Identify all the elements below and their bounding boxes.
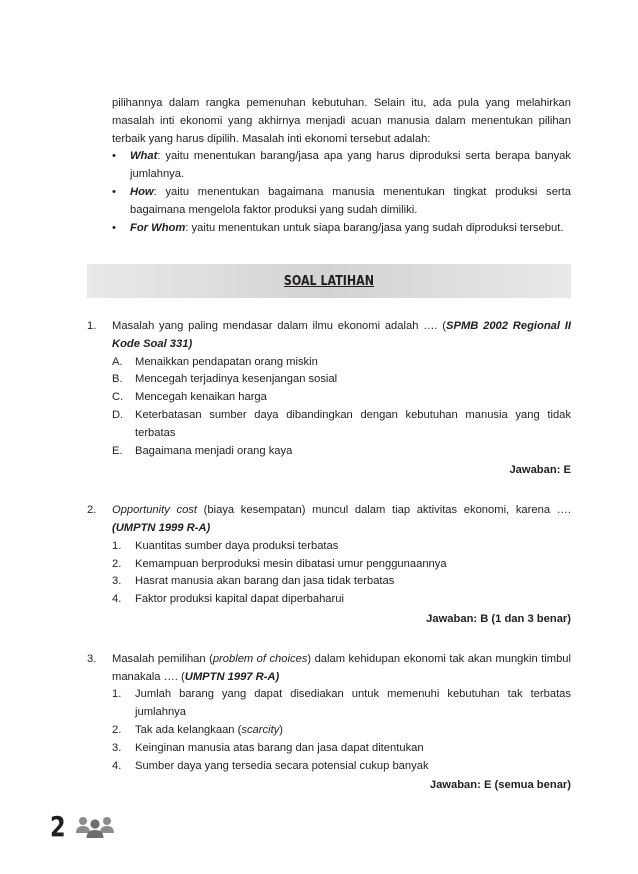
question-source: SPMB 2002 Regional II Kode Soal 331)	[112, 320, 572, 350]
option-item: 1. Jumlah barang yang dapat disediakan untuk memenuhi kebutuhan tak terbatas jumlahnya	[112, 688, 571, 719]
page-footer	[50, 810, 116, 843]
option-item: 2. Tak ada kelangkaan (scarcity)	[112, 723, 284, 736]
answer-key: Jawaban: E (semua benar)	[429, 779, 571, 792]
question-stem: Masalah pemilihan (problem of choices) dalam kehidupan ekonomi tak akan mungkin timbul manakala …. (UMPTN 1997 R-A)	[112, 652, 571, 683]
option-item: 4. Sumber daya yang tersedia secara potensial cukup banyak	[112, 759, 429, 772]
option-item: 4. Faktor produksi kapital dapat diperbaharui	[112, 593, 344, 606]
option-item: B. Mencegah terjadinya kesenjangan sosial	[112, 373, 338, 386]
option-item: 2. Kemampuan berproduksi mesin dibatasi umur penggunaannya	[112, 557, 447, 570]
question-stem: Masalah yang paling mendasar dalam ilmu ekonomi adalah …. (SPMB 2002 Regional II Kode Soal 331)	[112, 320, 572, 350]
list-item	[112, 148, 571, 184]
page-number: 2	[50, 810, 66, 843]
section-banner	[87, 264, 571, 298]
question-number: 3.	[87, 652, 97, 665]
question-source: (UMPTN 1999 R-A)	[112, 521, 211, 534]
question-3	[87, 651, 571, 795]
option-item: A. Menaikkan pendapatan orang miskin	[112, 355, 318, 368]
section-title: SOAL LATIHAN	[283, 273, 375, 289]
question-number: 2.	[87, 504, 97, 517]
option-list	[112, 686, 571, 775]
option-item: D. Keterbatasan sumber daya dibandingkan dengan kebutuhan manusia yang tidak terbatas	[112, 408, 571, 439]
option-item: 3. Hasrat manusia akan barang dan jasa tidak terbatas	[112, 575, 395, 588]
option-item: 1. Kuantitas sumber daya produksi terbatas	[112, 539, 339, 552]
bullet-term: For Whom	[130, 221, 186, 234]
bullet-icon: •	[112, 221, 116, 234]
question-number: 1.	[87, 320, 97, 332]
answer-key: Jawaban: E	[509, 464, 571, 477]
option-list	[112, 538, 571, 609]
question-1	[87, 318, 571, 480]
option-list	[112, 354, 571, 461]
bullet-icon: •	[112, 150, 116, 163]
bullet-term: What	[130, 150, 158, 163]
bullet-term: How	[130, 185, 154, 198]
question-list	[87, 318, 571, 817]
bullet-text: : yaitu menentukan untuk siapa barang/jasa yang sudah diproduksi tersebut.	[185, 221, 564, 234]
intro-section	[112, 95, 571, 237]
question-2	[87, 502, 571, 629]
option-item: E. Bagaimana menjadi orang kaya	[112, 444, 293, 457]
bullet-icon: •	[112, 185, 116, 198]
intro-paragraph: pilihannya dalam rangka pemenuhan kebutuhan. Selain itu, ada pula yang melahirkan masalah inti ekonomi yang akhirnya menjadi acuan manusia dalam menentukan pilihan terbaik yang harus dipilih. Masalah inti ekonomi tersebut adalah:	[112, 97, 571, 145]
question-source: UMPTN 1997 R-A)	[184, 670, 280, 683]
option-item: 3. Keinginan manusia atas barang dan jasa dapat ditentukan	[112, 741, 424, 754]
list-item	[112, 220, 571, 238]
question-stem: Opportunity cost (biaya kesempatan) muncul dalam tiap aktivitas ekonomi, karena …. (UMPTN 1999 R-A)	[112, 504, 571, 534]
list-item	[112, 184, 571, 220]
bullet-text: : yaitu menentukan bagaimana manusia menentukan tingkat produksi serta bagaimana mengelola faktor produksi yang sudah dimiliki.	[130, 185, 571, 216]
option-item: C. Mencegah kenaikan harga	[112, 391, 267, 404]
answer-key: Jawaban: B (1 dan 3 benar)	[426, 612, 571, 625]
bullet-text: : yaitu menentukan barang/jasa apa yang harus diproduksi serta berapa banyak jumlahnya.	[130, 150, 571, 181]
people-group-icon	[74, 815, 116, 839]
core-problem-list	[112, 148, 571, 237]
